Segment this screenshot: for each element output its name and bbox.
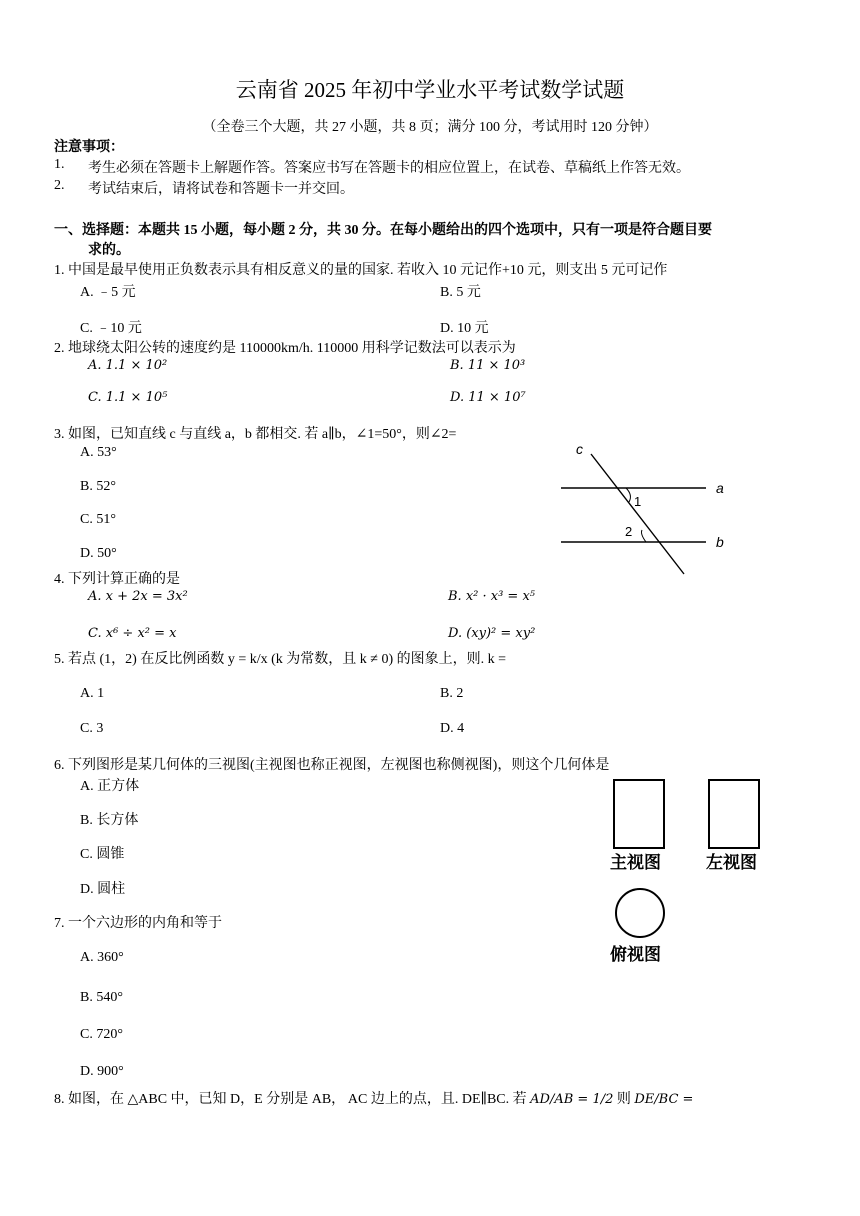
label-b: b xyxy=(716,534,724,550)
q4-option-c: C. x⁶ ÷ x² = x xyxy=(88,626,177,641)
top-view-circle xyxy=(616,889,664,937)
notes-item-2-text: 考试结束后，请将试卷和答题卡一并交回。 xyxy=(88,182,354,197)
label-angle-1: 1 xyxy=(634,494,642,509)
q3-option-a: A. 53° xyxy=(80,445,117,460)
q6-option-c: C. 圆锥 xyxy=(80,847,125,862)
q5-option-a: A. 1 xyxy=(80,686,105,701)
q2-option-c: C. 1.1 × 10⁵ xyxy=(88,390,168,405)
q2-stem: 2. 地球绕太阳公转的速度约是 110000km/h. 110000 用科学记数法可以表示为 xyxy=(54,341,516,356)
q7-option-d: D. 900° xyxy=(80,1064,124,1079)
q8-stem-part2: 则 xyxy=(616,1092,631,1107)
q1-option-d: D. 10 元 xyxy=(440,321,489,336)
q8-stem xyxy=(54,1088,693,1108)
q6-stem: 6. 下列图形是某几何体的三视图(主视图也称正视图，左视图也称侧视图)，则这个几何体是 xyxy=(54,758,610,773)
q3-option-d: D. 50° xyxy=(80,546,117,561)
q4-option-a: A. x + 2x = 3x² xyxy=(88,589,188,604)
notes-item-1-text: 考生必须在答题卡上解题作答。答案应书写在答题卡的相应位置上，在试卷、草稿纸上作答无效。 xyxy=(88,161,690,176)
q3-parallel-lines-figure xyxy=(556,440,736,580)
label-front-view: 主视图 xyxy=(610,853,661,872)
notes-item-2-num: 2. xyxy=(54,178,65,193)
q4-option-b: B. x² · x³ = x⁵ xyxy=(448,589,536,604)
q5-option-d: D. 4 xyxy=(440,721,465,736)
q2-option-a: A. 1.1 × 10² xyxy=(88,358,168,373)
q7-option-a: A. 360° xyxy=(80,950,124,965)
page-subtitle: （全卷三个大题，共 27 小题，共 8 页；满分 100 分，考试用时 120 分钟） xyxy=(202,120,658,135)
label-top-view: 俯视图 xyxy=(610,945,661,964)
q3-stem: 3. 如图，已知直线 c 与直线 a，b 都相交. 若 a∥b，∠1=50°，则∠2= xyxy=(54,427,457,442)
section-heading-line2: 求的。 xyxy=(88,243,130,258)
q8-stem-part1: 8. 如图，在 △ABC 中，已知 D，E 分别是 AB， AC 边上的点，且. DE∥BC. 若 xyxy=(54,1092,527,1107)
q7-option-c: C. 720° xyxy=(80,1027,123,1042)
q8-fraction-1: AD/AB = 1/2 xyxy=(530,1092,614,1107)
q2-option-d: D. 11 × 10⁷ xyxy=(450,390,526,405)
q5-option-b: B. 2 xyxy=(440,686,464,701)
q6-option-d: D. 圆柱 xyxy=(80,882,126,897)
q4-stem: 4. 下列计算正确的是 xyxy=(54,572,180,587)
q5-stem: 5. 若点 (1，2) 在反比例函数 y = k/x (k 为常数，且 k ≠ 0) 的图象上，则. k = xyxy=(54,652,507,667)
q1-option-c: C. ﹣10 元 xyxy=(80,321,142,336)
q1-option-a: A. ﹣5 元 xyxy=(80,285,136,300)
q3-option-b: B. 52° xyxy=(80,479,116,494)
q6-option-a: A. 正方体 xyxy=(80,779,140,794)
notes-item-1-num: 1. xyxy=(54,157,65,172)
q1-option-b: B. 5 元 xyxy=(440,285,481,300)
q8-fraction-2: DE/BC = xyxy=(634,1092,694,1107)
q7-stem: 7. 一个六边形的内角和等于 xyxy=(54,916,222,931)
angle-2-arc xyxy=(642,530,647,542)
q6-option-b: B. 长方体 xyxy=(80,813,139,828)
line-c xyxy=(591,454,684,574)
page-title: 云南省 2025 年初中学业水平考试数学试题 xyxy=(235,78,625,102)
label-a: a xyxy=(716,480,724,496)
q2-option-b: B. 11 × 10³ xyxy=(450,358,526,373)
front-view-rect xyxy=(614,780,664,848)
q4-option-d: D. (xy)² = xy² xyxy=(448,626,536,641)
q5-option-c: C. 3 xyxy=(80,721,104,736)
side-view-rect xyxy=(709,780,759,848)
q7-option-b: B. 540° xyxy=(80,990,123,1005)
q1-stem: 1. 中国是最早使用正负数表示具有相反意义的量的国家. 若收入 10 元记作+10 元，则支出 5 元可记作 xyxy=(54,263,668,278)
notes-heading: 注意事项： xyxy=(54,140,124,155)
label-c: c xyxy=(576,441,583,457)
label-side-view: 左视图 xyxy=(706,853,757,872)
section-heading-line1: 一、选择题：本题共 15 小题，每小题 2 分，共 30 分。在每小题给出的四个选项中，只有一项是符合题目要 xyxy=(54,223,712,238)
label-angle-2: 2 xyxy=(625,524,633,539)
q3-option-c: C. 51° xyxy=(80,512,116,527)
q6-three-views-figure xyxy=(604,774,774,974)
